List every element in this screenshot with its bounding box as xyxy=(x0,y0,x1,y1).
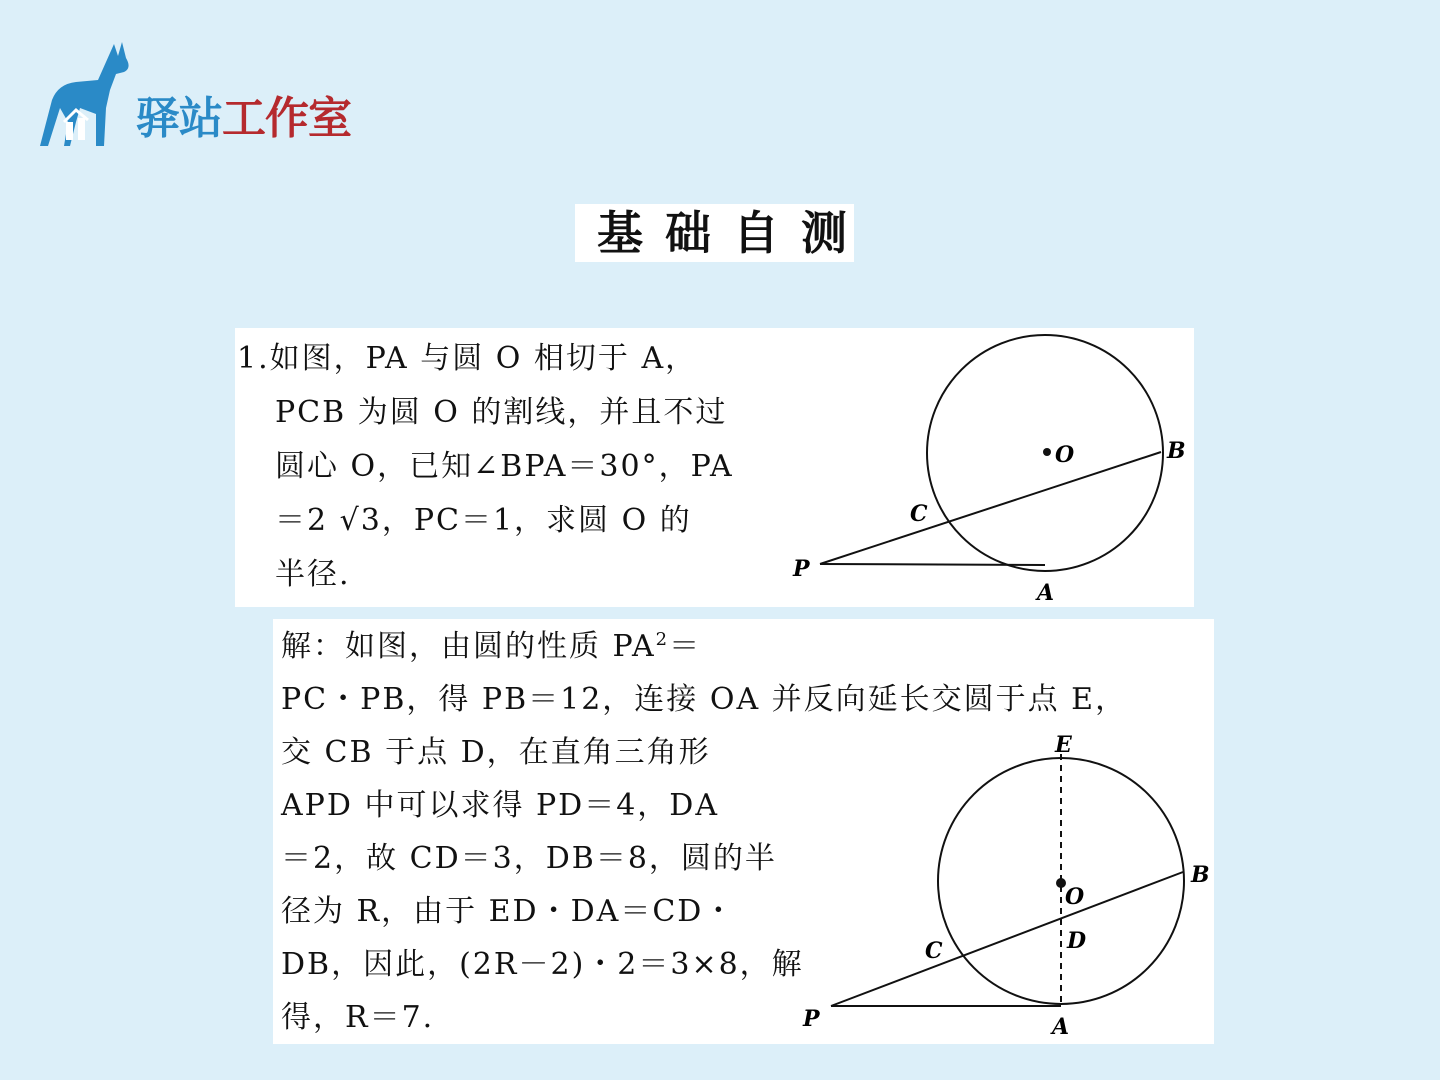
logo-text-blue: 驿站 xyxy=(136,93,222,144)
solution-card xyxy=(273,619,1214,1044)
solution-line: PC・PB，得 PB＝12，连接 OA 并反向延长交圆于点 E， xyxy=(281,682,1128,717)
logo-text xyxy=(136,82,351,146)
label-e: E xyxy=(1055,732,1072,758)
question-card xyxy=(235,328,1194,607)
label-b: B xyxy=(1191,862,1210,888)
question-text xyxy=(237,332,777,602)
question-line: 1.如图，PA 与圆 O 相切于 A， xyxy=(237,341,698,376)
dog-house-icon xyxy=(36,38,136,153)
logo xyxy=(36,38,351,153)
solution-figure xyxy=(793,724,1214,1044)
question-figure xyxy=(785,328,1194,607)
secant-pb xyxy=(831,872,1183,1006)
center-dot xyxy=(1043,448,1051,456)
label-p: P xyxy=(803,1006,820,1032)
label-c: C xyxy=(910,501,928,527)
question-line: 圆心 O，已知∠BPA＝30°，PA xyxy=(275,449,734,484)
tangent-pa xyxy=(820,564,1045,565)
solution-line: 交 CB 于点 D，在直角三角形 xyxy=(281,735,711,770)
label-d: D xyxy=(1067,928,1087,954)
solution-line: 径为 R，由于 ED・DA＝CD・ xyxy=(281,894,736,929)
section-title: 基础自测 xyxy=(575,204,854,262)
solution-line-1 xyxy=(281,613,1211,673)
solution-line: APD 中可以求得 PD＝4，DA xyxy=(281,788,720,823)
label-o: O xyxy=(1065,884,1085,910)
question-line: PCB 为圆 O 的割线，并且不过 xyxy=(275,395,728,430)
solution-superscript: 2 xyxy=(655,629,670,650)
solution-line-1-suffix: ＝ xyxy=(669,629,702,664)
label-a: A xyxy=(1037,580,1055,606)
label-o: O xyxy=(1055,442,1075,468)
question-line: 半径. xyxy=(275,557,351,592)
solution-line: DB，因此，(2R－2)・2＝3×8，解 xyxy=(281,947,804,982)
logo-text-red: 工作室 xyxy=(222,93,351,144)
secant-pb xyxy=(820,452,1161,564)
question-line: ＝2 √3，PC＝1，求圆 O 的 xyxy=(275,503,692,538)
solution-line: ＝2，故 CD＝3，DB＝8，圆的半 xyxy=(281,841,777,876)
label-p: P xyxy=(793,556,810,582)
label-a: A xyxy=(1052,1014,1070,1040)
solution-line: 得，R＝7. xyxy=(281,1000,435,1035)
solution-line-1-prefix: 解：如图，由圆的性质 PA xyxy=(281,629,656,664)
label-c: C xyxy=(925,938,943,964)
label-b: B xyxy=(1167,438,1186,464)
